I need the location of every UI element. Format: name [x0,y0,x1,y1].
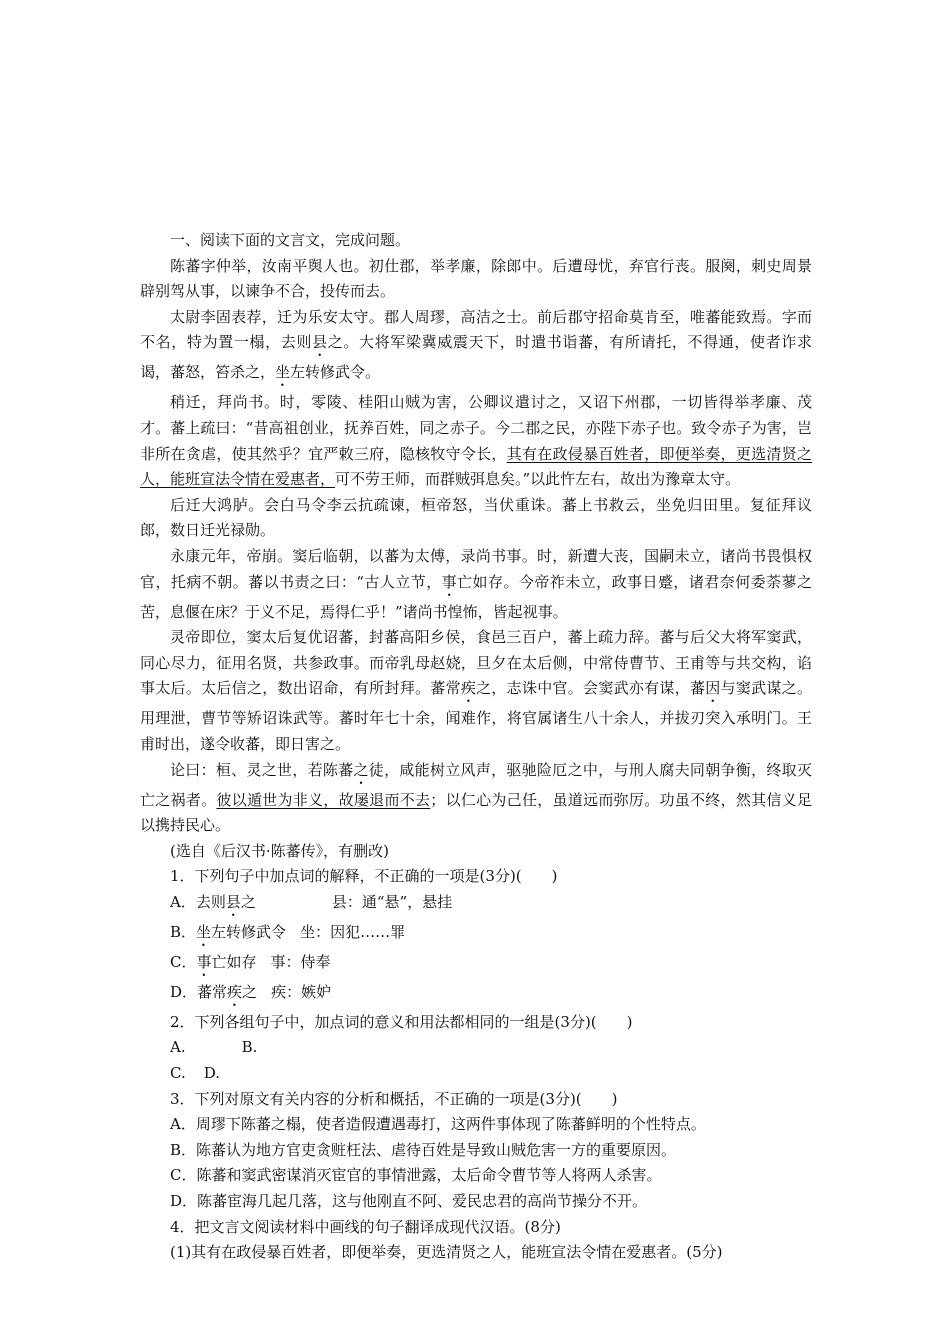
dotted-word: 之 [353,760,369,779]
passage-paragraph-2 [140,305,812,391]
dotted-word: 坐 [275,363,291,382]
underlined-sentence: 其有在政侵暴百姓者，即便举奏，更选清贤之人，能班宣法令情在爱惠者， [140,444,812,489]
option-text: 之 [240,892,256,911]
paragraph-text: 徒，咸能树立风声，驱驰险厄之中，与刑人腐夫同朝争衡，终取灭亡之祸者。 [140,760,812,809]
question-4-sub-1: (1)其有在政侵暴百姓者，即便举奏，更选清贤之人，能班宣法令情在爱惠者。(5分) [170,1243,723,1262]
question-3-option-c: C．陈蕃和窦武密谋消灭宦官的事情泄露，太后命令曹节等人将两人杀害。 [170,1166,662,1185]
dotted-word: 县 [225,892,241,911]
option-explanation: 县：通“悬”，悬挂 [331,892,453,911]
question-3-option-a: A．周璆下陈蕃之榻，使者造假遭遇毒打，这两件事体现了陈蕃鲜明的个性特点。 [170,1115,706,1134]
paragraph-text: 永康元年，帝崩。窦后临朝，以蕃为太傅，录尚书事。时，新遭大丧，国嗣未立，诸尚书畏惧权官，托病不朝。蕃以书责之曰：“古人立节， [140,546,812,591]
question-2-stem: 2．下列各组句子中，加点词的意义和用法都相同的一组是(3分)( ) [170,1012,633,1031]
option-explanation: 疾：嫉妒 [271,982,332,1001]
passage-paragraph-1: 陈蕃字仲举，汝南平舆人也。初仕郡，举孝廉，除郎中。后遭母忧，弃官行丧。服阕，刺史周景辟别驾从事，以谏争不合，投传而去。 [140,256,812,301]
question-2-options-ab [140,1035,812,1061]
source-citation: (选自《后汉书·陈蕃传》，有删改) [170,841,389,860]
paragraph-text: 可不劳王师，而群贼弭息矣。”以此忤左右，故出为豫章太守。 [335,470,741,489]
question-3-option-b: B．陈蕃认为地方官吏贪赃枉法、虐待百姓是导致山贼危害一方的重要原因。 [170,1140,677,1159]
paragraph-text: 之，志诛中官。会窦武亦有谋，蕃 [476,679,706,698]
paragraph-text: 与窦武谋之。用理泄，曹节等矫诏诛武等。蕃时年七十余，闻难作，将官属诸生八十余人，并拔刃突入承明门。王甫时出，遂令收蕃，即日害之。 [140,679,812,753]
question-1-option-b [140,920,812,950]
option-text: A．去则 [170,892,226,911]
paragraph-text: 论曰：桓、灵之世，若陈蕃 [170,760,354,779]
option-text: B． [170,922,197,941]
paragraph-text: 左转修武令。 [290,363,381,382]
dotted-word: 疾 [227,982,243,1001]
passage-paragraph-6 [140,625,812,757]
option-text: 之 [242,982,258,1001]
question-3-option-d: D．陈蕃宦海几起几落，这与他刚直不阿、爱民忠君的高尚节操分不开。 [170,1192,648,1211]
passage-paragraph-5 [140,544,812,625]
question-3-stem: 3．下列对原文有关内容的分析和概括，不正确的一项是(3分)( ) [170,1089,618,1108]
option-text: 左转修武令 [211,922,287,941]
paragraph-text: 灵帝即位，窦太后复优诏蕃，封蕃高阳乡侯，食邑三百户，蕃上疏力辞。蕃与后父大将军窦武，同心尽力，征用名贤，共参政事。而帝乳母赵娆，旦夕在太后侧，中常侍曹节、王甫等与共交构，谄事太后。太后信之，数出诏命，有所封拜。蕃常 [140,628,812,698]
question-2-options-cd [140,1061,812,1087]
dotted-word: 事 [441,572,458,591]
option-explanation: 事：侍奉 [270,952,331,971]
option-label: C. [170,1064,186,1083]
question-1-option-c [140,950,812,980]
paragraph-text: 稍迁，拜尚书。时，零陵、桂阳山贼为害，公卿议遣讨之，又诏下州郡，一切皆得举孝廉、茂才。蕃上疏曰：“昔高祖创业，抚养百姓，同之赤子。今二郡之民，亦陛下赤子也。致令赤子为害，岂非所在贪虐，使其然乎？宜严敕三府，隐核牧守令长， [140,393,812,463]
question-1-stem: 1．下列句子中加点词的解释，不正确的一项是(3分)( ) [170,867,558,886]
option-text: D．蕃常 [170,982,228,1001]
option-explanation: 坐：因犯……罪 [300,922,406,941]
dotted-word: 事 [196,952,212,971]
dotted-word: 坐 [196,922,212,941]
option-label: A. [170,1038,186,1057]
option-text: C． [170,952,197,971]
dotted-word: 县 [312,333,328,352]
underlined-sentence: 彼以遁世为非义，故屡退而不去 [216,790,431,809]
dotted-word: 疾 [460,679,477,698]
paragraph-text: 太尉李固表荐，迁为乐安太守。郡人周璆，高洁之士。前后郡守招命莫肯至，唯蕃能致焉。字而不名，特为置一榻，去则 [140,307,812,352]
question-1-option-d [140,980,812,1010]
section-instruction: 一、阅读下面的文言文，完成问题。 [170,231,411,249]
paragraph-text: ；以仁心为己任，虽道远而弥厉。功虽不终，然其信义足以携持民心。 [140,790,812,835]
paragraph-text: 之。大将军梁冀威震天下，时遣书诣蕃，有所请托，不得通，使者诈求谒，蕃怒，笞杀之， [140,333,812,382]
question-4-stem: 4．把文言文阅读材料中画线的句子翻译成现代汉语。(8分) [170,1217,561,1236]
option-label: D. [203,1064,220,1083]
question-1-option-a [140,890,812,920]
passage-paragraph-7 [140,758,812,839]
paragraph-text: 亡如存。今帝祚未立，政事日蹙，诸君奈何委荼蓼之苦，息偃在床？于义不足，焉得仁乎！”诸尚书惶怖，皆起视事。 [140,572,812,621]
option-label: B. [241,1038,258,1057]
passage-paragraph-3 [140,390,812,492]
dotted-word: 因 [705,679,721,698]
document-page [140,228,812,1266]
option-text: 亡如存 [211,952,257,971]
passage-paragraph-4: 后迁大鸿胪。会白马令李云抗疏谏，桓帝怒，当伏重诛。蕃上书救云，坐免归田里。复征拜议郎，数日迁光禄勋。 [140,495,812,540]
